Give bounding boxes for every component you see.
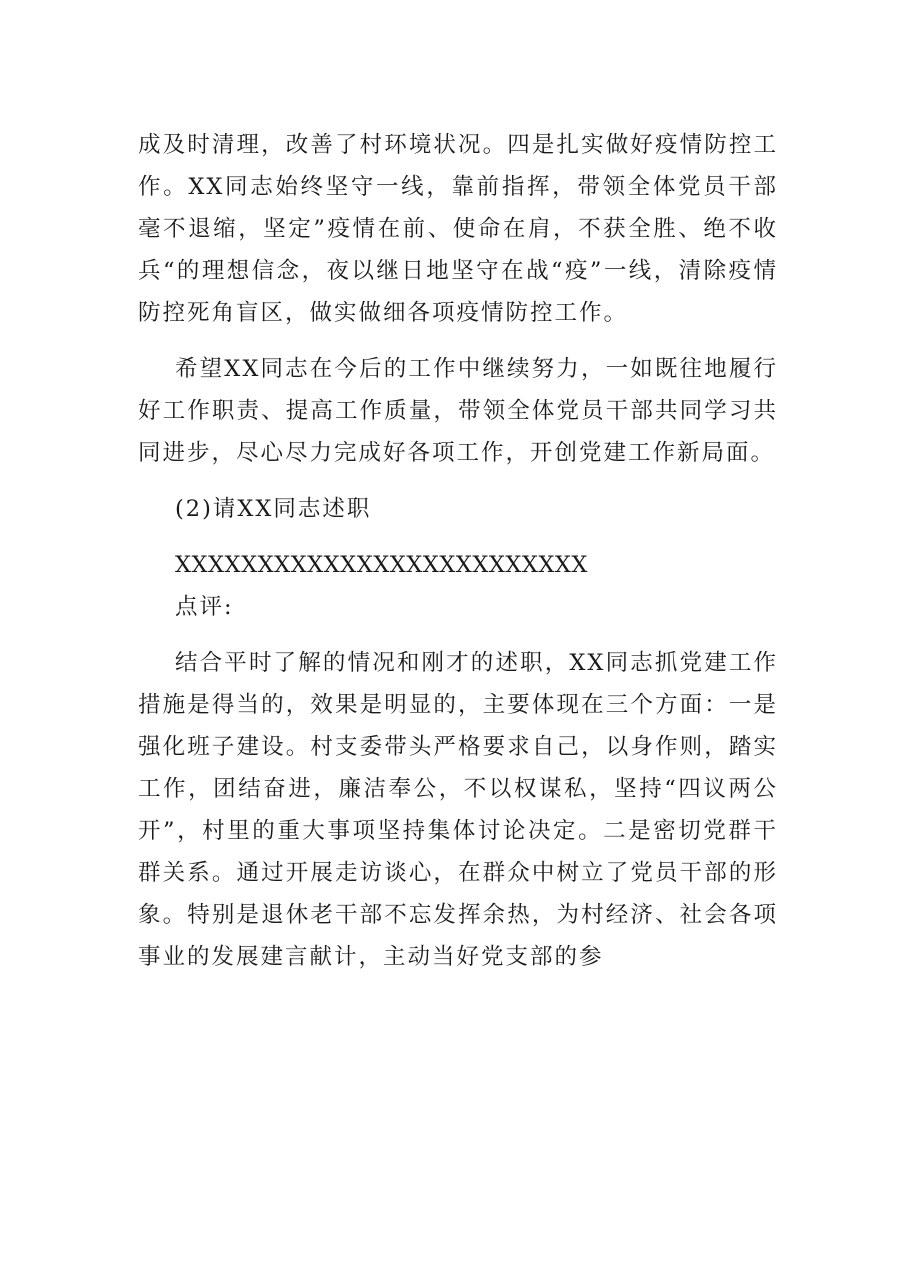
paragraph-comment-body: 结合平时了解的情况和刚才的述职，XX同志抓党建工作措施是得当的，效果是明显的，主要体现在三个方面：一是强化班子建设。村支委带头严格要求自己，以身作则，踏实工作，团结奋进，廉洁奉公，不以权谋私，坚持“四议两公开”，村里的重大事项坚持集体讨论决定。二是密切党群干群关系。通过开展走访谈心，在群众中树立了党员干部的形象。特别是退休老干部不忘发挥余热，为村经济、社会各项事业的发展建言献计，主动当好党支部的参 [138,650,778,970]
paragraph-placeholder-x: XXXXXXXXXXXXXXXXXXXXXXXXX [175,552,588,578]
paragraph-invite-report: (2)请XX同志述职 [175,496,372,522]
paragraph-comment-heading: 点评: [175,594,234,620]
paragraph-epidemic-work: 成及时清理，改善了村环境状况。四是扎实做好疫情防控工作。XX同志始终坚守一线，靠前指挥，带领全体党员干部毫不退缩，坚定”疫情在前、使命在肩，不获全胜、绝不收兵“的理想信念，夜以继日地坚守在战“疫”一线，清除疫情防控死角盲区，做实做细各项疫情防控工作。 [138,132,778,326]
paragraph-hope: 希望XX同志在今后的工作中继续努力，一如既往地履行好工作职责、提高工作质量，带领全体党员干部共同学习共同进步，尽心尽力完成好各项工作，开创党建工作新局面。 [138,356,778,466]
document-body [138,124,778,978]
